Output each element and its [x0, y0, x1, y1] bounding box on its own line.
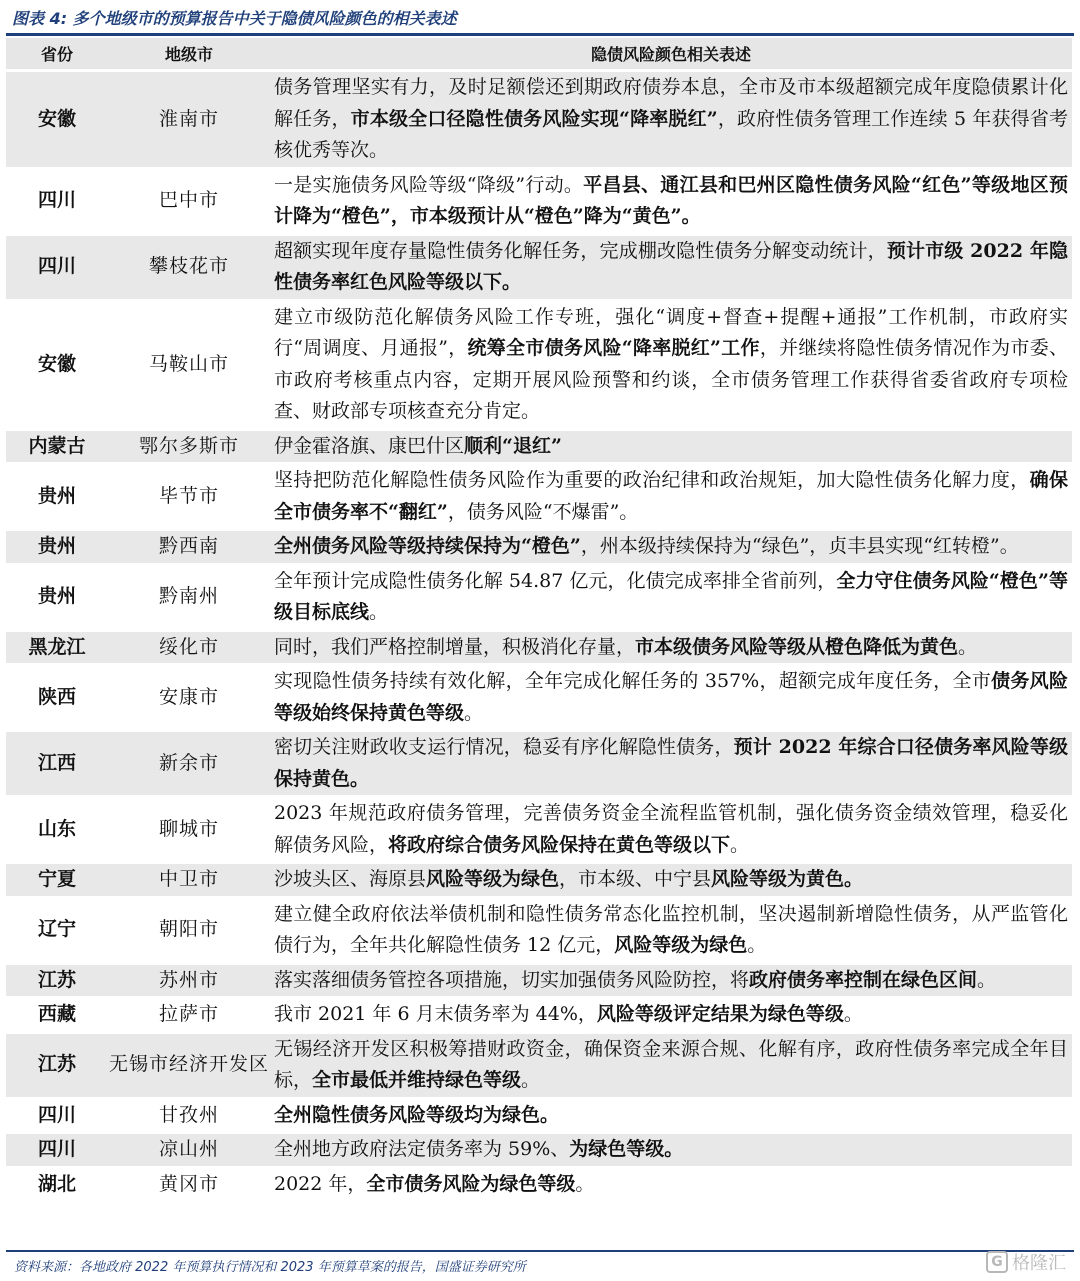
table-row	[6, 234, 1072, 300]
statement-cell	[270, 300, 1072, 429]
statement-text: 沙坡头区、海原县	[274, 868, 427, 890]
province-cell: 黑龙江	[6, 630, 108, 665]
city-cell: 新余市	[108, 731, 270, 797]
header-province: 省份	[6, 38, 108, 71]
province-cell: 四川	[6, 1098, 108, 1133]
table-row	[6, 530, 1072, 565]
province-cell: 江苏	[6, 963, 108, 998]
statement-text: 债务管理坚实有力，及时足额偿还到期政府债券本息，全市及市本级超额完成年度隐债累计化解任务，	[274, 76, 1068, 130]
statement-emphasis: 市本级全口径隐性债务风险实现“降率脱红”	[350, 107, 718, 130]
table-row	[6, 71, 1072, 169]
statement-text: 实现隐性债务持续有效化解，全年完成化解任务的 357%，超额完成年度任务，全市	[274, 670, 992, 692]
statement-cell	[270, 71, 1072, 169]
city-cell: 中卫市	[108, 863, 270, 898]
statement-text: ，政府性债务管理工作连续 5 年获得省考核优秀等次。	[274, 107, 1069, 161]
city-cell: 凉山州	[108, 1133, 270, 1168]
statement-cell	[270, 464, 1072, 530]
risk-statement-table	[6, 38, 1072, 1200]
city-cell: 甘孜州	[108, 1098, 270, 1133]
statement-cell	[270, 429, 1072, 464]
header-city: 地级市	[108, 38, 270, 71]
table-row	[6, 1133, 1072, 1168]
statement-text: 2023 年规范政府债务管理，完善债务资金全流程监管机制，强化债务资金绩效管理，稳妥化解债务风险，	[274, 802, 1068, 856]
statement-emphasis: 风险等级评定结果为绿色等级	[596, 1003, 844, 1025]
statement-cell	[270, 234, 1072, 300]
province-cell: 山东	[6, 797, 108, 863]
statement-cell	[270, 530, 1072, 565]
statement-text: 。	[730, 833, 750, 856]
province-cell: 辽宁	[6, 897, 108, 963]
province-cell: 湖北	[6, 1167, 108, 1200]
statement-text: 全年预计完成隐性债务化解 54.87 亿元，化债完成率排全省前列，	[274, 569, 837, 592]
city-cell: 淮南市	[108, 71, 270, 169]
statement-text: 。	[843, 1003, 863, 1025]
province-cell: 四川	[6, 234, 108, 300]
header-statement: 隐债风险颜色相关表述	[270, 38, 1072, 71]
statement-text: ，市本级、中宁县	[559, 868, 712, 890]
table-row	[6, 963, 1072, 998]
statement-emphasis: 全州债务风险等级持续保持为“橙色”	[274, 535, 581, 557]
province-cell: 江西	[6, 731, 108, 797]
province-cell: 安徽	[6, 300, 108, 429]
city-cell: 黔南州	[108, 564, 270, 630]
city-cell: 毕节市	[108, 464, 270, 530]
table-row	[6, 1167, 1072, 1200]
table-row	[6, 429, 1072, 464]
statement-emphasis: 为绿色等级。	[569, 1138, 684, 1160]
watermark-text: 格隆汇	[1012, 1253, 1066, 1274]
statement-cell	[270, 1032, 1072, 1098]
province-cell: 四川	[6, 168, 108, 234]
table-row	[6, 300, 1072, 429]
statement-emphasis: 全市债务风险为绿色等级	[366, 1172, 576, 1195]
statement-text: 无锡经济开发区积极筹措财政资金，确保资金来源合规、化解有序，政府性债务率完成全年目标，	[274, 1037, 1068, 1091]
table-row	[6, 1098, 1072, 1133]
table-row	[6, 630, 1072, 665]
city-cell: 绥化市	[108, 630, 270, 665]
watermark	[986, 1249, 1066, 1275]
province-cell: 贵州	[6, 464, 108, 530]
statement-text: 。	[575, 1172, 595, 1195]
statement-cell	[270, 863, 1072, 898]
province-cell: 贵州	[6, 530, 108, 565]
statement-cell	[270, 564, 1072, 630]
province-cell: 内蒙古	[6, 429, 108, 464]
city-cell: 无锡市经济开发区	[108, 1032, 270, 1098]
city-cell: 黔西南	[108, 530, 270, 565]
statement-cell	[270, 1098, 1072, 1133]
city-cell: 马鞍山市	[108, 300, 270, 429]
statement-emphasis: 预计 2022 年综合口径债务率风险等级保持黄色。	[274, 736, 1068, 790]
statement-emphasis: 预计市级 2022 年隐性债务率红色风险等级以下。	[274, 239, 1068, 293]
statement-cell	[270, 665, 1072, 731]
table-row	[6, 731, 1072, 797]
city-cell: 黄冈市	[108, 1167, 270, 1200]
table-row	[6, 564, 1072, 630]
statement-text: 2022 年，	[274, 1172, 367, 1195]
statement-emphasis: 全州隐性债务风险等级均为绿色。	[274, 1103, 560, 1126]
statement-text: 。	[747, 934, 767, 956]
city-cell: 聊城市	[108, 797, 270, 863]
table-row	[6, 897, 1072, 963]
province-cell: 安徽	[6, 71, 108, 169]
statement-cell	[270, 797, 1072, 863]
statement-cell	[270, 1133, 1072, 1168]
statement-emphasis: 全市最低并维持绿色等级	[312, 1069, 522, 1091]
statement-emphasis: 将政府综合债务风险保持在黄色等级以下	[388, 833, 731, 856]
statement-text: 。	[977, 968, 997, 991]
city-cell: 安康市	[108, 665, 270, 731]
statement-emphasis: 确保全市债务率不“翻红”	[274, 469, 1068, 523]
statement-text: 。	[958, 635, 978, 658]
province-cell: 贵州	[6, 564, 108, 630]
statement-emphasis: 平昌县、通江县和巴州区隐性债务风险“红色”等级地区预计降为“橙色”，市本级预计从“橙色”降为“黄色”。	[274, 173, 1068, 227]
statement-text: 同时，我们严格控制增量，积极消化存量，	[274, 635, 636, 658]
statement-cell	[270, 963, 1072, 998]
city-cell: 拉萨市	[108, 998, 270, 1033]
statement-cell	[270, 1167, 1072, 1200]
statement-text: 建立健全政府依法举债机制和隐性债务常态化监控机制，坚决遏制新增隐性债务，从严监管化债行为，全年共化解隐性债务 12 亿元，	[274, 902, 1068, 956]
table-row	[6, 998, 1072, 1033]
statement-text: 一是实施债务风险等级“降级”行动。	[274, 173, 584, 196]
figure-caption: 图表 4: 多个地级市的预算报告中关于隐债风险颜色的相关表述	[12, 9, 457, 28]
statement-emphasis: 债务风险等级始终保持黄色等级	[274, 670, 1068, 724]
statement-emphasis: 市本级债务风险等级从橙色降低为黄色	[635, 635, 959, 658]
statement-cell	[270, 630, 1072, 665]
table-row	[6, 168, 1072, 234]
city-cell: 苏州市	[108, 963, 270, 998]
statement-emphasis: 风险等级为绿色	[614, 934, 748, 956]
statement-cell	[270, 897, 1072, 963]
caption-divider	[6, 33, 1074, 36]
statement-emphasis: 全力守住债务风险“橙色”等级目标底线	[274, 569, 1068, 623]
watermark-logo-icon: G	[986, 1251, 1008, 1273]
statement-text: 。	[464, 701, 484, 724]
statement-cell	[270, 731, 1072, 797]
city-cell: 鄂尔多斯市	[108, 429, 270, 464]
statement-cell	[270, 168, 1072, 234]
statement-text: ，并继续将隐性债务情况作为市委、市政府考核重点内容，定期开展风险预警和约谈，全市债务管理工作获得省委省政府专项检查、财政部专项核查充分肯定。	[274, 337, 1068, 422]
table-body	[6, 71, 1072, 1201]
statement-emphasis: 风险等级为绿色	[426, 868, 560, 890]
city-cell: 巴中市	[108, 168, 270, 234]
statement-text: ，债务风险“不爆雷”。	[447, 500, 639, 523]
statement-text: 伊金霍洛旗、康巴什区	[274, 434, 465, 457]
statement-text: 我市 2021 年 6 月末债务率为 44%，	[274, 1003, 597, 1025]
statement-emphasis: 统筹全市债务风险“降率脱红”工作	[467, 337, 760, 359]
statement-emphasis: 顺利“退红”	[464, 434, 562, 457]
table-row	[6, 797, 1072, 863]
statement-text: 坚持把防范化解隐性债务风险作为重要的政治纪律和政治规矩，加大隐性债务化解力度，	[274, 469, 1030, 491]
city-cell: 朝阳市	[108, 897, 270, 963]
statement-emphasis: 风险等级为黄色。	[711, 868, 864, 890]
province-cell: 四川	[6, 1133, 108, 1168]
statement-text: 。	[369, 601, 389, 623]
source-note: 资料来源：各地政府 2022 年预算执行情况和 2023 年预算草案的报告，国盛证券研究所	[14, 1260, 526, 1275]
table-row	[6, 1032, 1072, 1098]
city-cell: 攀枝花市	[108, 234, 270, 300]
table-row	[6, 863, 1072, 898]
table-header-row	[6, 38, 1072, 71]
province-cell: 宁夏	[6, 863, 108, 898]
province-cell: 江苏	[6, 1032, 108, 1098]
statement-cell	[270, 998, 1072, 1033]
footer-divider	[6, 1250, 1074, 1252]
statement-text: 建立市级防范化解债务风险工作专班，强化“调度+督查+提醒+通报”工作机制，市政府实行“周调度、月通报”，	[274, 305, 1068, 359]
statement-text: 全州地方政府法定债务率为 59%、	[274, 1138, 570, 1160]
province-cell: 陕西	[6, 665, 108, 731]
statement-text: ，州本级持续保持为“绿色”，贞丰县实现“红转橙”。	[580, 535, 1019, 557]
statement-text: 。	[521, 1069, 541, 1091]
statement-text: 超额实现年度存量隐性债务化解任务，完成棚改隐性债务分解变动统计，	[274, 239, 887, 262]
table-row	[6, 464, 1072, 530]
statement-emphasis: 政府债务率控制在绿色区间	[749, 968, 978, 991]
province-cell: 西藏	[6, 998, 108, 1033]
table-row	[6, 665, 1072, 731]
statement-text: 密切关注财政收支运行情况，稳妥有序化解隐性债务，	[274, 736, 734, 758]
statement-text: 落实落细债务管控各项措施，切实加强债务风险防控，将	[274, 968, 750, 991]
